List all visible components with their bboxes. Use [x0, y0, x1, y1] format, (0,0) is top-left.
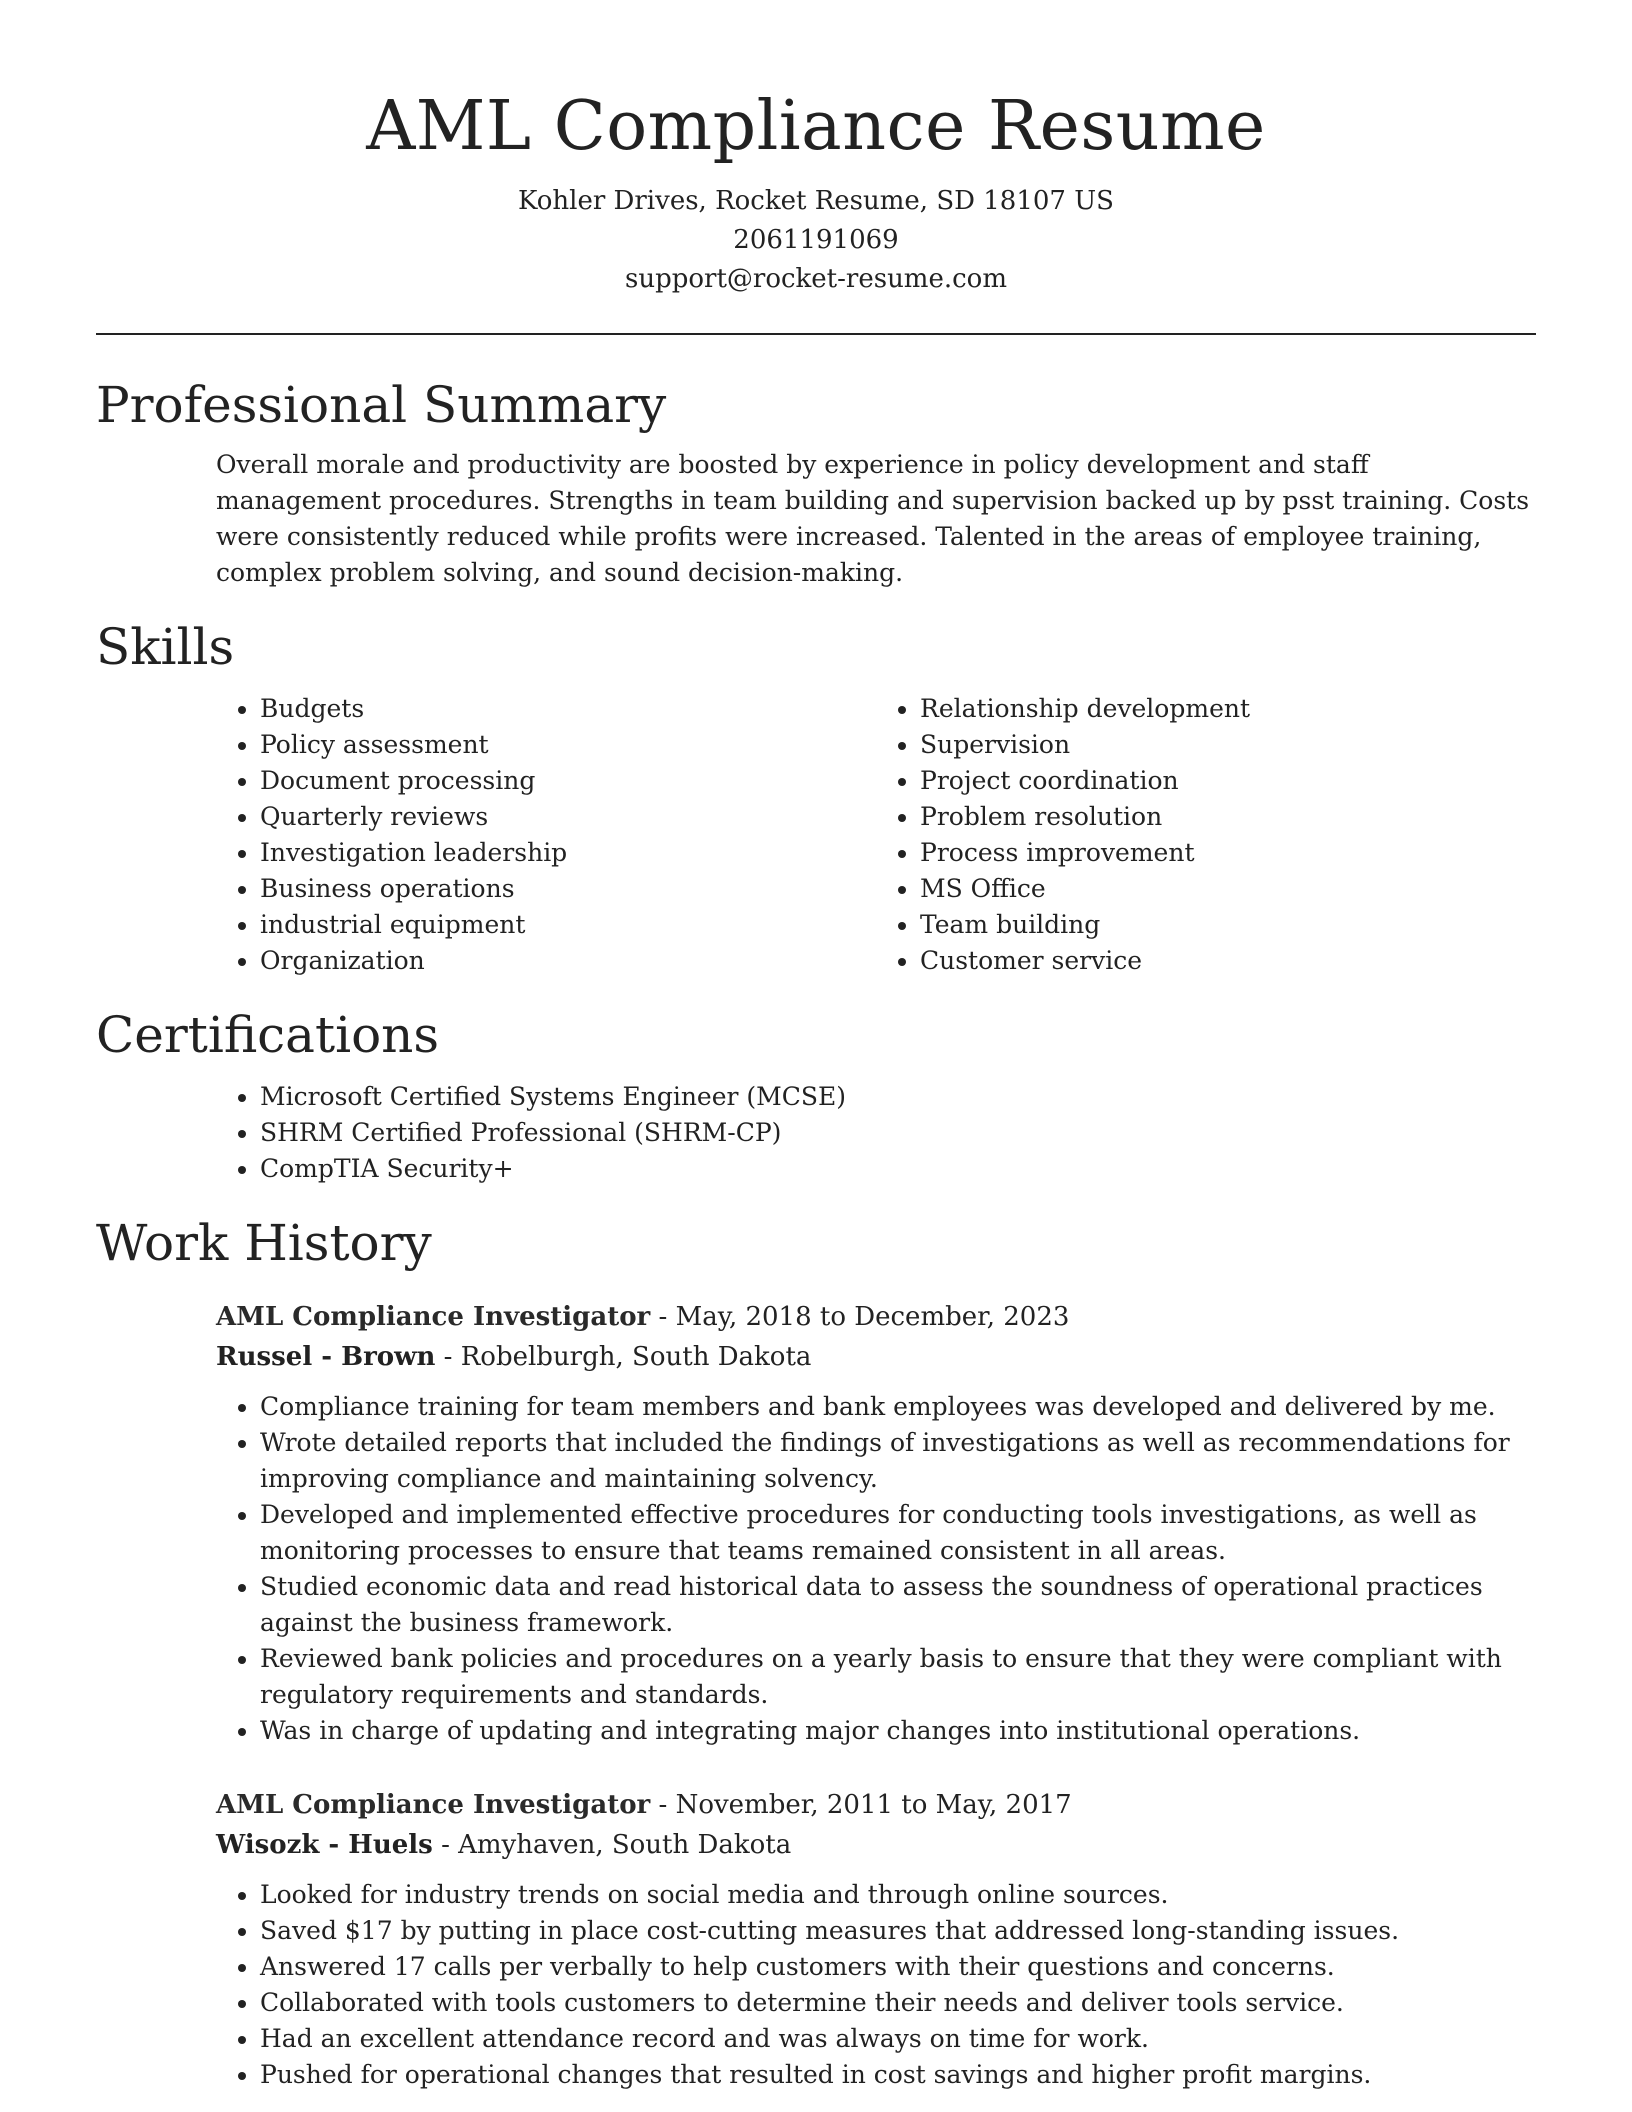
- resume-title: AML Compliance Resume: [366, 87, 1266, 166]
- skill-item: • Policy assessment: [260, 727, 876, 763]
- certification-item: • SHRM Certified Professional (SHRM-CP): [260, 1115, 1536, 1151]
- job-bullet: • Collaborated with tools customers to determine their needs and deliver tools service.: [260, 1985, 1536, 2021]
- certifications-heading: Certifications: [96, 1006, 440, 1064]
- job-bullet: • Looked for industry trends on social media and through online sources.: [260, 1877, 1536, 1913]
- job-role: AML Compliance Investigator: [216, 1302, 651, 1332]
- job-bullet: • Saved $17 by putting in place cost-cutting measures that addressed long-standing issues.: [260, 1913, 1536, 1949]
- job-dates: - November, 2011 to May, 2017: [650, 1790, 1072, 1820]
- job-company-line: [216, 1337, 1536, 1377]
- contact-email: support@rocket-resume.com: [624, 264, 1007, 294]
- job-location: - Amyhaven, South Dakota: [432, 1830, 792, 1860]
- skill-item: • Quarterly reviews: [260, 799, 876, 835]
- skill-item: • Document processing: [260, 763, 876, 799]
- skill-item: • Supervision: [920, 727, 1536, 763]
- certifications-section: [96, 1003, 1536, 1187]
- skill-item: • Project coordination: [920, 763, 1536, 799]
- job-bullet: • Wrote detailed reports that included the findings of investigations as well as recommendations for improving compliance and maintaining solvency.: [260, 1425, 1536, 1497]
- skill-item: • Customer service: [920, 943, 1536, 979]
- job-bullets: [216, 1389, 1536, 1749]
- job-title-line: [216, 1297, 1536, 1337]
- job-bullet: • Compliance training for team members and bank employees was developed and delivered by me.: [260, 1389, 1536, 1425]
- work-history-section: [96, 1211, 1536, 2093]
- contact-phone: 2061191069: [733, 225, 899, 255]
- skills-columns: [216, 691, 1536, 979]
- job-bullet: • Answered 17 calls per verbally to help customers with their questions and concerns.: [260, 1949, 1536, 1985]
- certifications-list: [216, 1079, 1536, 1187]
- skill-item: • Relationship development: [920, 691, 1536, 727]
- job-bullet: • Had an excellent attendance record and was always on time for work.: [260, 2021, 1536, 2057]
- job-role: AML Compliance Investigator: [216, 1790, 651, 1820]
- job-location: - Robelburgh, South Dakota: [435, 1342, 812, 1372]
- job-bullet: • Reviewed bank policies and procedures on a yearly basis to ensure that they were compliant with regulatory requirements and standards.: [260, 1641, 1536, 1713]
- skill-item: • Process improvement: [920, 835, 1536, 871]
- header-divider: [96, 333, 1536, 335]
- job-bullets: [216, 1877, 1536, 2093]
- summary-section: [96, 373, 1536, 591]
- skills-section: [96, 615, 1536, 979]
- skill-item: • Investigation leadership: [260, 835, 876, 871]
- contact-block: [96, 182, 1536, 299]
- summary-text: Overall morale and productivity are boosted by experience in policy development and staff management procedures. Strengths in team building and supervision backed up by psst training. Costs were consistently reduced while profits were increased. Talented in the areas of employee training, complex problem solving, and sound decision-making.: [216, 450, 1530, 587]
- job-company-line: [216, 1825, 1536, 1865]
- job-bullet: • Was in charge of updating and integrating major changes into institutional operations.: [260, 1713, 1536, 1749]
- job-bullet: • Studied economic data and read historical data to assess the soundness of operational practices against the business framework.: [260, 1569, 1536, 1641]
- skills-left-column: [216, 691, 876, 979]
- skill-item: • Business operations: [260, 871, 876, 907]
- skills-heading: Skills: [96, 618, 235, 676]
- certification-item: • CompTIA Security+: [260, 1151, 1536, 1187]
- job-entry: [216, 1785, 1536, 2093]
- resume-header: [96, 0, 1536, 299]
- job-company: Russel - Brown: [216, 1342, 436, 1372]
- job-title-line: [216, 1785, 1536, 1825]
- job-company: Wisozk - Huels: [216, 1830, 433, 1860]
- resume-page: [96, 0, 1536, 2093]
- job-dates: - May, 2018 to December, 2023: [650, 1302, 1070, 1332]
- job-entry: [216, 1297, 1536, 1749]
- skill-item: • Team building: [920, 907, 1536, 943]
- certification-item: • Microsoft Certified Systems Engineer (MCSE): [260, 1079, 1536, 1115]
- summary-heading: Professional Summary: [96, 376, 667, 434]
- skill-item: • MS Office: [920, 871, 1536, 907]
- work-history-heading: Work History: [96, 1214, 432, 1272]
- job-bullet: • Pushed for operational changes that resulted in cost savings and higher profit margins.: [260, 2057, 1536, 2093]
- skill-item: • industrial equipment: [260, 907, 876, 943]
- skill-item: • Budgets: [260, 691, 876, 727]
- skills-right-column: [876, 691, 1536, 979]
- job-bullet: • Developed and implemented effective procedures for conducting tools investigations, as well as monitoring processes to ensure that teams remained consistent in all areas.: [260, 1497, 1536, 1569]
- contact-address: Kohler Drives, Rocket Resume, SD 18107 US: [518, 186, 1114, 216]
- skill-item: • Organization: [260, 943, 876, 979]
- skill-item: • Problem resolution: [920, 799, 1536, 835]
